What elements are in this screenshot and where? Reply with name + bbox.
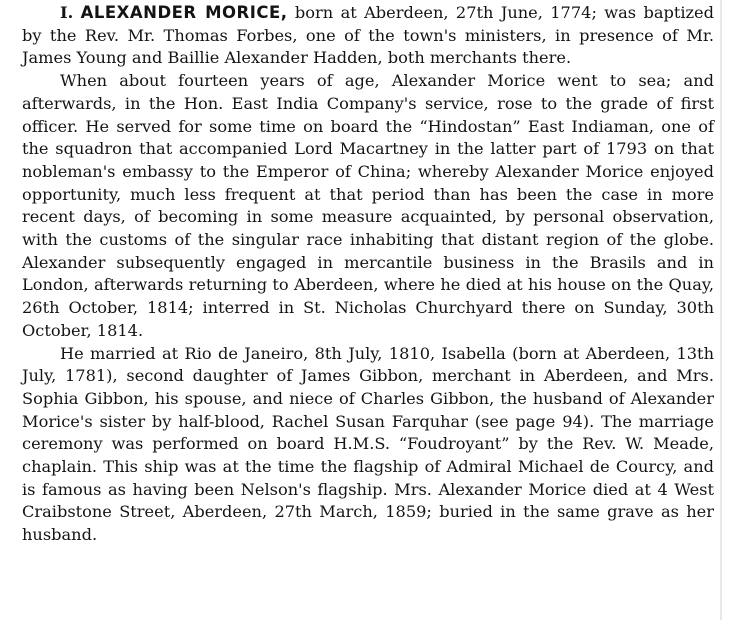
paragraph-birth-text: born at Aberdeen, 27th June, 1774; was baptized by the Rev. Mr. Thomas Forbes, one of the town's ministers, in presence of Mr. James Young and Baillie Alexander Hadden, both merchants there.	[22, 3, 714, 68]
paragraph-career: When about fourteen years of age, Alexander Morice went to sea; and afterwards, in the Hon. East India Company's service, rose to the grade of first officer. He served for some time on board the “Hindostan” East Indiaman, one of the squadron that accompanied Lord Macartney in the latter part of 1793 on that nobleman's embassy to the Emperor of China; whereby Alexander Morice enjoyed opportunity, much less frequent at that period than has been the case in more recent days, of becoming in some measure acquainted, by personal observation, with the customs of the singular race inhabiting that distant region of the globe. Alexander subsequently engaged in mercantile business in the Brasils and in London, afterwards returning to Aberdeen, where he died at his house on the Quay, 26th October, 1814; interred in St. Nicholas Churchyard there on Sunday, 30th October, 1814.	[22, 71, 714, 340]
person-name: ALEXANDER MORICE,	[80, 3, 288, 22]
entry-number: I.	[60, 3, 74, 22]
paragraph-marriage: He married at Rio de Janeiro, 8th July, 1810, Isabella (born at Aberdeen, 13th July, 1781), second daughter of James Gibbon, merchant in Aberdeen, and Mrs. Sophia Gibbon, his spouse, and niece of Charles Gibbon, the husband of Alexander Morice's sister by half-blood, Rachel Susan Farquhar (see page 94). The marriage ceremony was performed on board H.M.S. “Foudroyant” by the Rev. W. Meade, chaplain. This ship was at the time the flagship of Admiral Michael de Courcy, and is famous as having been Nelson's flagship. Mrs. Alexander Morice died at 4 West Craibstone Street, Aberdeen, 27th March, 1859; buried in the same grave as her husband.	[22, 343, 714, 545]
document-page	[22, 0, 714, 620]
paragraph-birth	[22, 2, 714, 70]
page-edge	[720, 0, 722, 620]
